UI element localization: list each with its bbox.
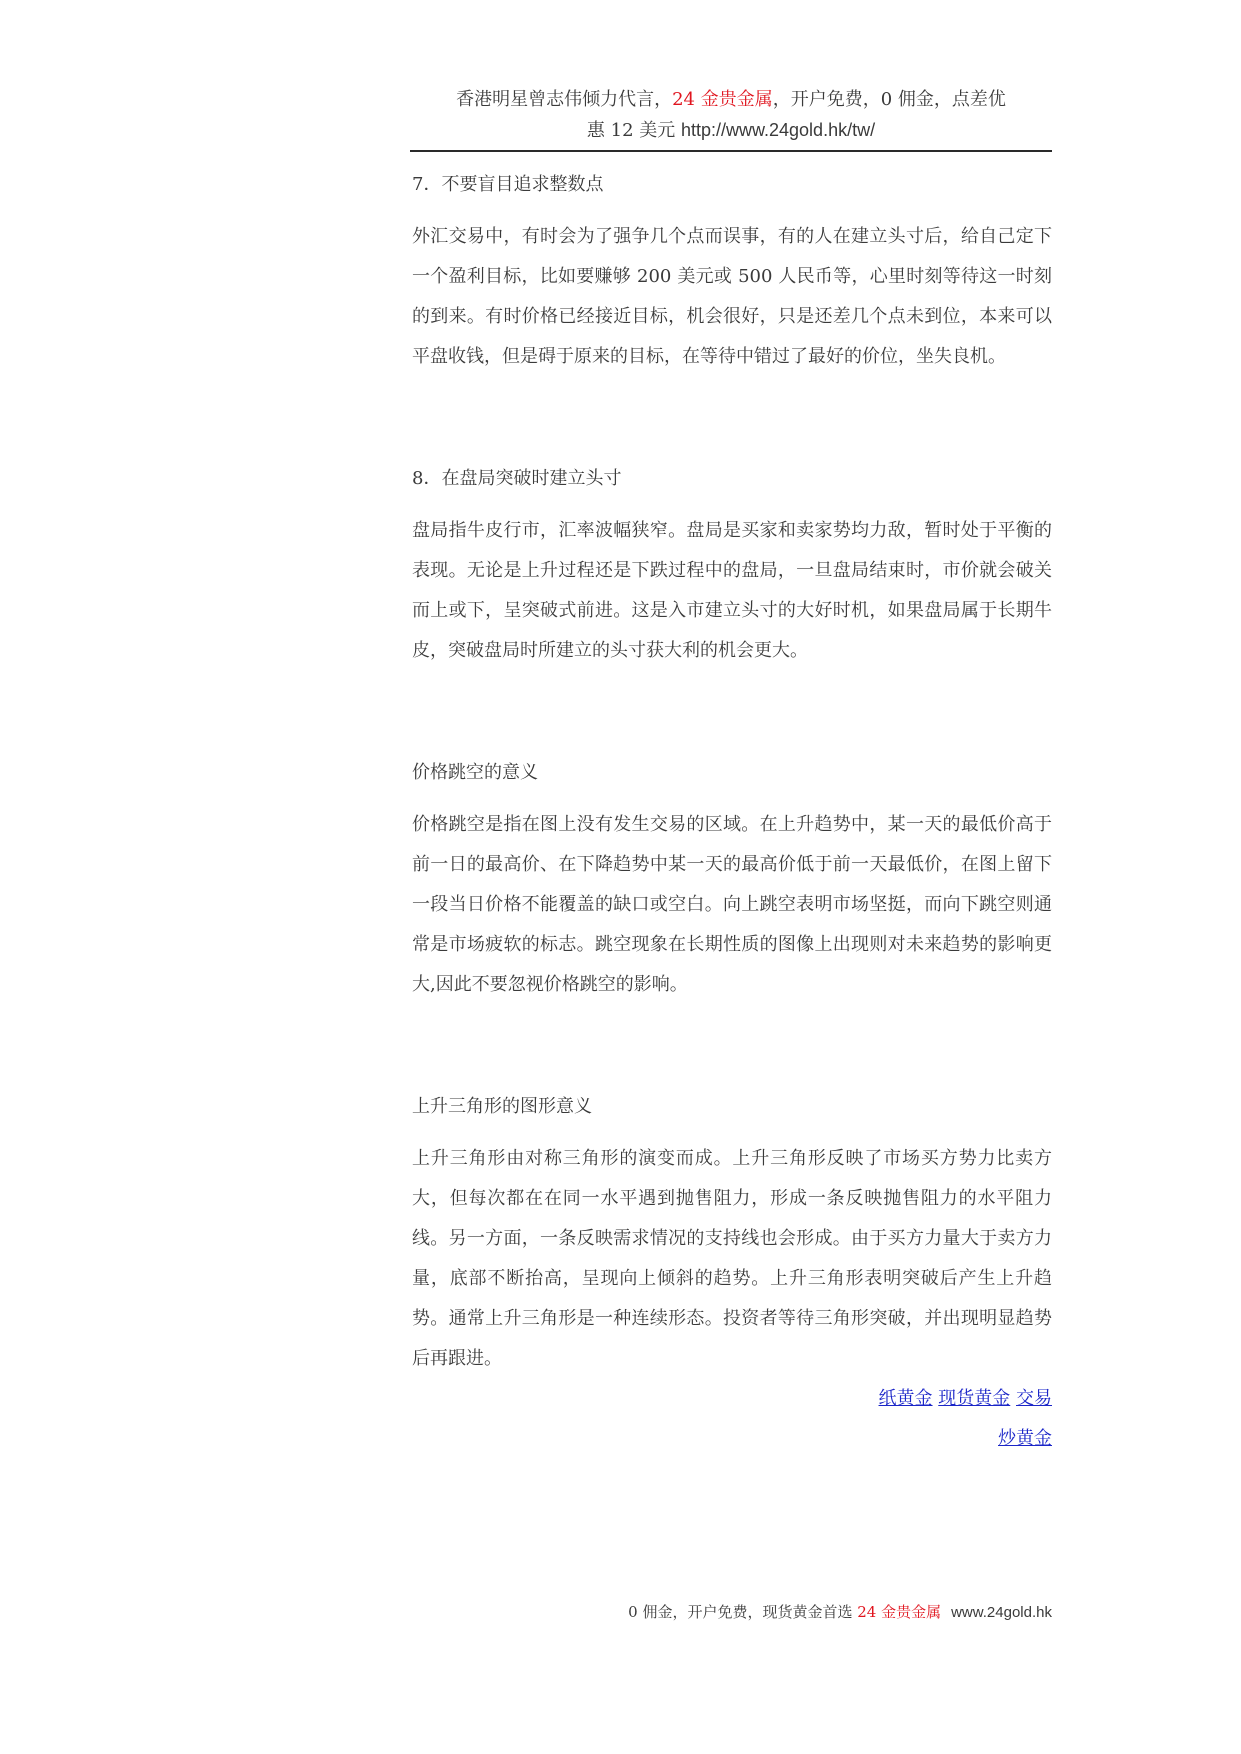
section-paragraph: 盘局指牛皮行市，汇率波幅狭窄。盘局是买家和卖家势均力敌，暂时处于平衡的表现。无论是上升过程还是下跌过程中的盘局，一旦盘局结束时，市价就会破关而上或下，呈突破式前进。这是入市建立头寸的大好时机，如果盘局属于长期牛皮，突破盘局时所建立的头寸获大利的机会更大。 xyxy=(412,520,1052,661)
section-paragraph: 价格跳空是指在图上没有发生交易的区域。在上升趋势中，某一天的最低价高于前一日的最高价、在下降趋势中某一天的最高价低于前一天最低价，在图上留下一段当日价格不能覆盖的缺口或空白。向上跳空表明市场坚挺，而向下跳空则通常是市场疲软的标志。跳空现象在长期性质的图像上出现则对未来趋势的影响更大,因此不要忽视价格跳空的影响。 xyxy=(412,814,1052,995)
footer-site: www.24gold.hk xyxy=(951,1604,1052,1621)
footer-brand: 24 金贵金属 xyxy=(857,1603,942,1621)
keyword-links xyxy=(412,1379,1052,1459)
header-brand: 24 金贵金属 xyxy=(672,89,773,110)
document-body xyxy=(412,165,1052,1459)
section-heading: 价格跳空的意义 xyxy=(412,762,538,783)
section-heading: 8．在盘局突破时建立头寸 xyxy=(412,468,622,489)
section-paragraph: 外汇交易中，有时会为了强争几个点而误事，有的人在建立头寸后，给自己定下一个盈利目标，比如要赚够 200 美元或 500 人民币等，心里时刻等待这一时刻的到来。有时价格已经接近目标，机会很好，只是还差几个点未到位，本来可以平盘收钱，但是碍于原来的目标，在等待中错过了最好的价位，坐失良机。 xyxy=(412,226,1052,367)
link-paper-gold[interactable]: 纸黄金 xyxy=(878,1388,933,1409)
link-spot-gold[interactable]: 现货黄金 xyxy=(938,1388,1011,1409)
section-heading: 7．不要盲目追求整数点 xyxy=(412,174,604,195)
section-paragraph: 上升三角形由对称三角形的演变而成。上升三角形反映了市场买方势力比卖方大，但每次都在在同一水平遇到抛售阻力，形成一条反映抛售阻力的水平阻力线。另一方面，一条反映需求情况的支持线也会形成。由于买方力量大于卖方力量，底部不断抬高，呈现向上倾斜的趋势。上升三角形表明突破后产生上升趋势。通常上升三角形是一种连续形态。投资者等待三角形突破，并出现明显趋势后再跟进。 xyxy=(412,1148,1052,1369)
header-line-1 xyxy=(410,84,1052,115)
page-footer xyxy=(410,1601,1052,1624)
page-header xyxy=(410,84,1052,146)
header-url: http://www.24gold.hk/tw/ xyxy=(680,120,876,140)
header-text-suffix: ，开户免费，0 佣金，点差优 xyxy=(772,89,1006,110)
footer-text: 0 佣金，开户免费，现货黄金首选 xyxy=(628,1603,858,1621)
section-heading: 上升三角形的图形意义 xyxy=(412,1096,592,1117)
link-trade-gold[interactable]: 炒黄金 xyxy=(998,1428,1052,1449)
header-divider xyxy=(410,150,1052,152)
header-text-prefix: 香港明星曾志伟倾力代言， xyxy=(456,89,673,110)
header-text-line2: 惠 12 美元 xyxy=(586,120,681,141)
link-trade[interactable]: 交易 xyxy=(1016,1388,1052,1409)
header-line-2 xyxy=(410,115,1052,146)
